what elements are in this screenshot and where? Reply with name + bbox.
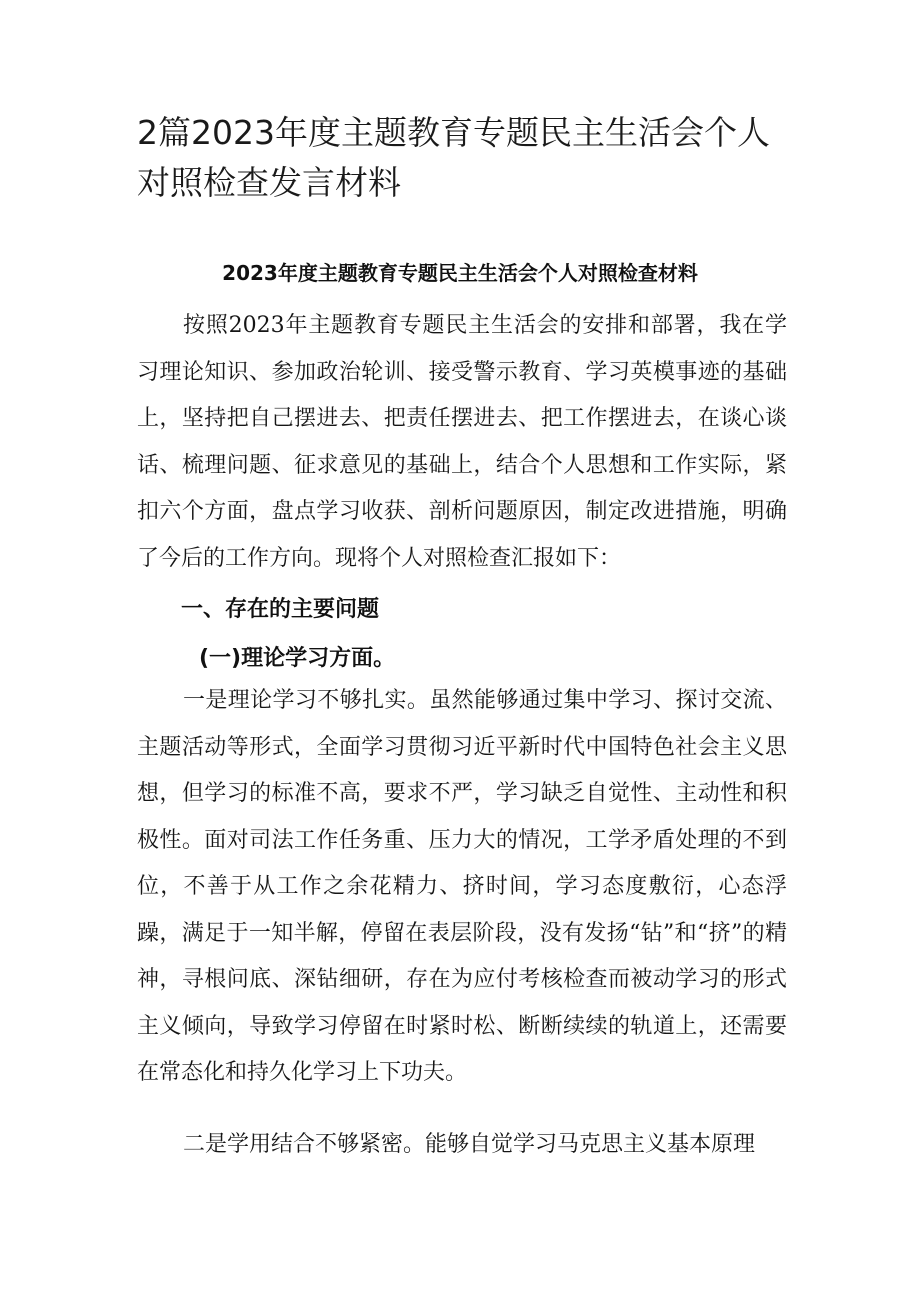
document-title: 2篇2023年度主题教育专题民主生活会个人对照检查发言材料 xyxy=(137,113,770,202)
document-subtitle: 2023年度主题教育专题民主生活会个人对照检查材料 xyxy=(222,261,698,285)
paragraph-theory-study: 一是理论学习不够扎实。虽然能够通过集中学习、探讨交流、主题活动等形式，全面学习贯彻习近平新时代中国特色社会主义思想，但学习的标准不高，要求不严，学习缺乏自觉性、主动性和积极性。面对司法工作任务重、压力大的情况，工学矛盾处理的不到位，不善于从工作之余花精力、挤时间，学习态度敷衍，心态浮躁，满足于一知半解，停留在表层阶段，没有发扬“钻”和“挤”的精神，寻根问底、深钻细研，存在为应付考核检查而被动学习的形式主义倾向，导致学习停留在时紧时松、断断续续的轨道上，还需要在常态化和持久化学习上下功夫。 xyxy=(137,688,787,1085)
section-heading: 一、存在的主要问题 xyxy=(181,597,380,622)
paragraph-intro: 按照2023年主题教育专题民主生活会的安排和部署，我在学习理论知识、参加政治轮训、接受警示教育、学习英模事迹的基础上，坚持把自己摆进去、把责任摆进去、把工作摆进去，在谈心谈话、梳理问题、征求意见的基础上，结合个人思想和工作实际，紧扣六个方面，盘点学习收获、剖析问题原因，制定改进措施，明确了今后的工作方向。现将个人对照检查汇报如下： xyxy=(137,313,787,571)
subsection-heading: (一)理论学习方面。 xyxy=(199,646,396,671)
paragraph-study-application: 二是学用结合不够紧密。能够自觉学习马克思主义基本原理 xyxy=(183,1132,756,1157)
